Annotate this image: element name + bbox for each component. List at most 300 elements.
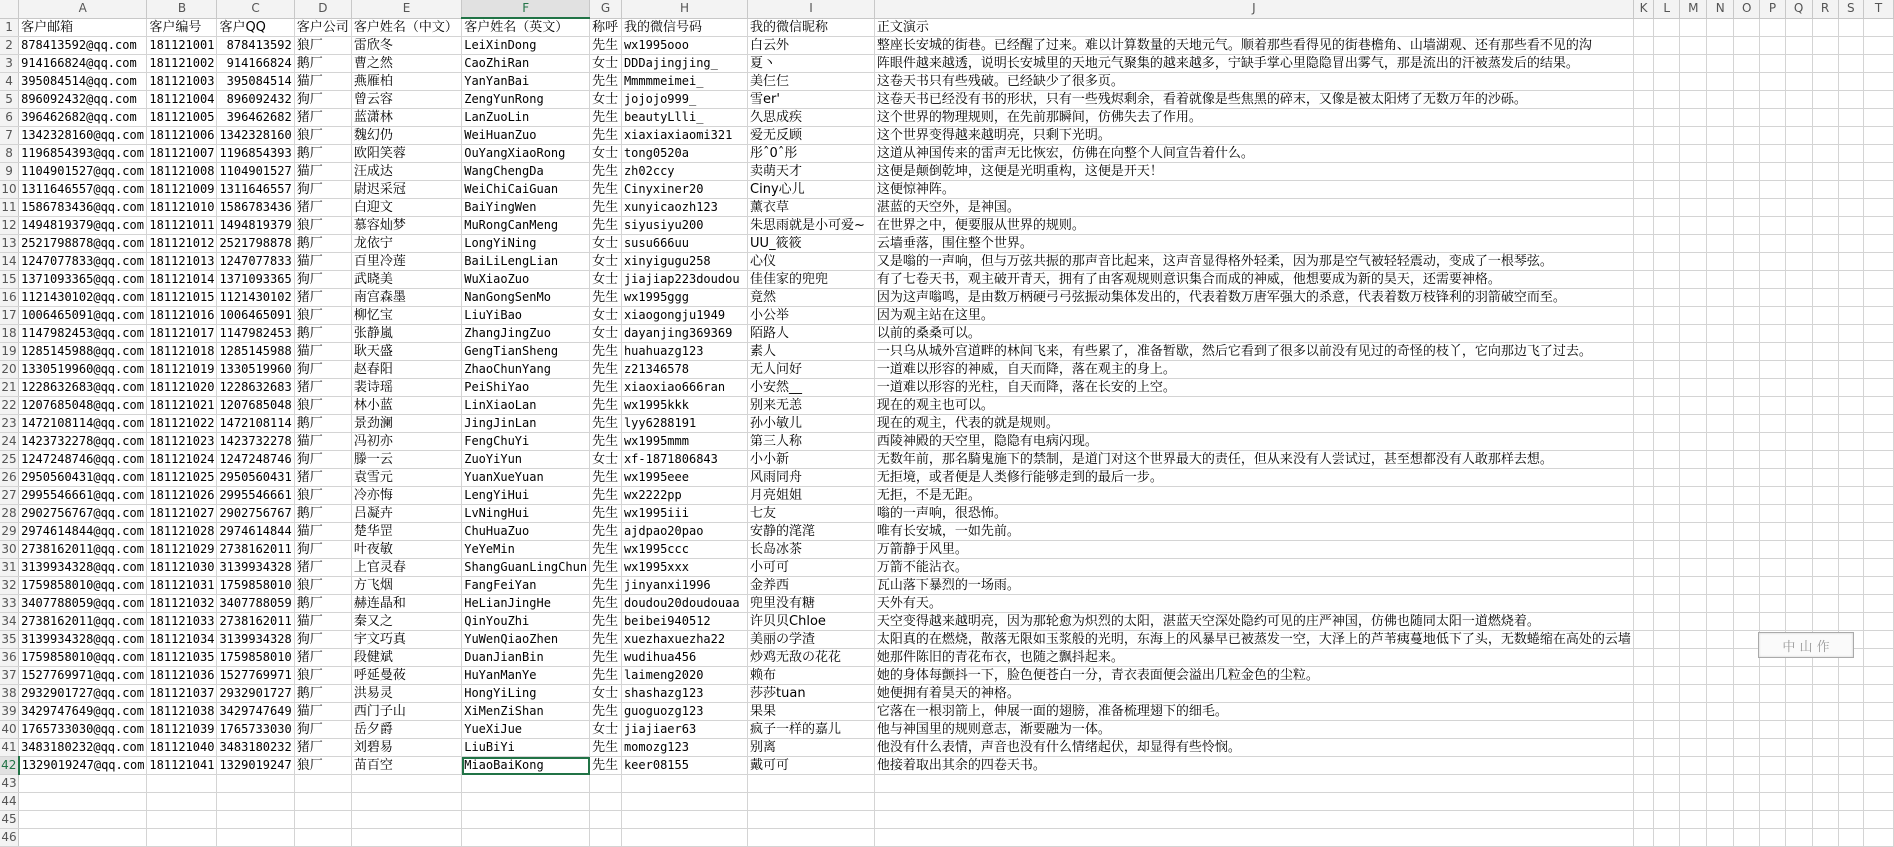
cell[interactable]: 柳忆宝 bbox=[351, 307, 461, 325]
cell[interactable]: susu666uu bbox=[621, 235, 747, 253]
cell[interactable] bbox=[1760, 145, 1785, 163]
cell[interactable]: 3139934328 bbox=[217, 559, 294, 577]
row-header[interactable]: 5 bbox=[0, 91, 19, 109]
cell[interactable] bbox=[1760, 595, 1785, 613]
cell[interactable] bbox=[1633, 595, 1653, 613]
cell[interactable] bbox=[748, 829, 875, 847]
cell[interactable]: 现在的观主也可以。 bbox=[874, 397, 1633, 415]
cell[interactable] bbox=[1707, 289, 1734, 307]
cell[interactable] bbox=[1812, 73, 1838, 91]
cell[interactable] bbox=[1785, 487, 1812, 505]
cell[interactable] bbox=[1812, 811, 1838, 829]
cell[interactable]: 第三人称 bbox=[748, 433, 875, 451]
cell[interactable] bbox=[1812, 793, 1838, 811]
cell[interactable]: 1527769971 bbox=[217, 667, 294, 685]
cell[interactable] bbox=[1654, 73, 1680, 91]
cell[interactable] bbox=[1654, 397, 1680, 415]
cell[interactable]: 燕雁柏 bbox=[351, 73, 461, 91]
cell[interactable]: 无拒境，或者便是人类修行能够走到的最后一步。 bbox=[874, 469, 1633, 487]
cell[interactable] bbox=[1733, 217, 1759, 235]
cell[interactable]: 宇文巧真 bbox=[351, 631, 461, 649]
cell[interactable] bbox=[147, 775, 217, 793]
cell[interactable] bbox=[1654, 127, 1680, 145]
cell[interactable]: wx1995xxx bbox=[621, 559, 747, 577]
cell[interactable]: jiajiap223doudou bbox=[621, 271, 747, 289]
cell[interactable]: beautyLlli_ bbox=[621, 109, 747, 127]
cell[interactable] bbox=[1654, 163, 1680, 181]
cell[interactable] bbox=[1633, 91, 1653, 109]
cell[interactable] bbox=[1760, 523, 1785, 541]
cell[interactable]: 女士 bbox=[590, 271, 622, 289]
cell[interactable]: 曹之然 bbox=[351, 55, 461, 73]
cell[interactable] bbox=[1654, 379, 1680, 397]
cell[interactable]: xiaoxiao666ran bbox=[621, 379, 747, 397]
cell[interactable] bbox=[1633, 541, 1653, 559]
cell[interactable]: XiMenZiShan bbox=[462, 703, 590, 721]
cell[interactable]: 878413592 bbox=[217, 37, 294, 55]
cell[interactable] bbox=[1680, 55, 1707, 73]
cell[interactable]: siyusiyu200 bbox=[621, 217, 747, 235]
cell[interactable] bbox=[1733, 721, 1759, 739]
header-cell[interactable]: 客户编号 bbox=[147, 18, 217, 37]
cell[interactable]: ajdpao20pao bbox=[621, 523, 747, 541]
cell[interactable]: 狗厂 bbox=[294, 631, 351, 649]
cell[interactable] bbox=[1707, 253, 1734, 271]
cell[interactable] bbox=[1654, 37, 1680, 55]
row-header[interactable]: 28 bbox=[0, 505, 19, 523]
cell[interactable] bbox=[1654, 577, 1680, 595]
cell[interactable]: 1006465091 bbox=[217, 307, 294, 325]
cell[interactable]: 1285145988@qq.com bbox=[19, 343, 147, 361]
cell[interactable] bbox=[1760, 487, 1785, 505]
cell[interactable]: 汪成达 bbox=[351, 163, 461, 181]
cell[interactable]: 1371093365@qq.com bbox=[19, 271, 147, 289]
cell[interactable]: lyy6288191 bbox=[621, 415, 747, 433]
cell[interactable] bbox=[1812, 397, 1838, 415]
cell[interactable]: wx1995kkk bbox=[621, 397, 747, 415]
cell[interactable]: 袁雪元 bbox=[351, 469, 461, 487]
cell[interactable] bbox=[1680, 199, 1707, 217]
cell[interactable]: ZhaoChunYang bbox=[462, 361, 590, 379]
cell[interactable] bbox=[1707, 739, 1734, 757]
cell[interactable] bbox=[1864, 127, 1894, 145]
cell[interactable] bbox=[1812, 181, 1838, 199]
cell[interactable] bbox=[1633, 577, 1653, 595]
cell[interactable]: 181121038 bbox=[147, 703, 217, 721]
cell[interactable] bbox=[1654, 289, 1680, 307]
cell[interactable]: 先生 bbox=[590, 613, 622, 631]
cell[interactable]: 先生 bbox=[590, 757, 622, 775]
cell[interactable]: wx1995ggg bbox=[621, 289, 747, 307]
cell[interactable] bbox=[1812, 145, 1838, 163]
cell[interactable]: wudihua456 bbox=[621, 649, 747, 667]
cell[interactable]: 他没有什么表情，声音也没有什么情绪起伏，却显得有些怜悯。 bbox=[874, 739, 1633, 757]
cell[interactable] bbox=[1812, 217, 1838, 235]
column-header-n[interactable]: N bbox=[1707, 0, 1734, 18]
cell[interactable] bbox=[1633, 109, 1653, 127]
cell[interactable] bbox=[1785, 811, 1812, 829]
cell[interactable]: 1329019247 bbox=[217, 757, 294, 775]
cell[interactable] bbox=[874, 811, 1633, 829]
header-cell[interactable] bbox=[1680, 18, 1707, 37]
cell[interactable] bbox=[1733, 793, 1759, 811]
cell[interactable]: 雪er' bbox=[748, 91, 875, 109]
cell[interactable] bbox=[1654, 649, 1680, 667]
cell[interactable] bbox=[1633, 361, 1653, 379]
cell[interactable] bbox=[1733, 397, 1759, 415]
cell[interactable]: 刘碧易 bbox=[351, 739, 461, 757]
cell[interactable]: 鹅厂 bbox=[294, 55, 351, 73]
cell[interactable]: 疯子一样的嘉儿 bbox=[748, 721, 875, 739]
cell[interactable]: 狗厂 bbox=[294, 271, 351, 289]
cell[interactable]: 1207685048 bbox=[217, 397, 294, 415]
cell[interactable] bbox=[1633, 613, 1653, 631]
cell[interactable]: FangFeiYan bbox=[462, 577, 590, 595]
cell[interactable] bbox=[1785, 109, 1812, 127]
cell[interactable]: FengChuYi bbox=[462, 433, 590, 451]
cell[interactable] bbox=[1633, 145, 1653, 163]
cell[interactable] bbox=[1838, 739, 1863, 757]
cell[interactable] bbox=[1654, 739, 1680, 757]
cell[interactable] bbox=[874, 829, 1633, 847]
cell[interactable]: 又是嗡的一声响，但与万弦共振的那声音比起来，这声音显得格外轻柔，因为那是空气被轻轻震动，变成了一根琴弦。 bbox=[874, 253, 1633, 271]
cell[interactable]: 欧阳笑蓉 bbox=[351, 145, 461, 163]
select-all-corner[interactable] bbox=[0, 0, 19, 18]
row-header[interactable]: 30 bbox=[0, 541, 19, 559]
cell[interactable]: 181121039 bbox=[147, 721, 217, 739]
cell[interactable] bbox=[1864, 523, 1894, 541]
cell[interactable]: MuRongCanMeng bbox=[462, 217, 590, 235]
cell[interactable] bbox=[1838, 91, 1863, 109]
cell[interactable]: wx1995eee bbox=[621, 469, 747, 487]
cell[interactable]: 1247077833 bbox=[217, 253, 294, 271]
cell[interactable] bbox=[1633, 55, 1653, 73]
header-cell[interactable] bbox=[1654, 18, 1680, 37]
cell[interactable]: 段健斌 bbox=[351, 649, 461, 667]
cell[interactable] bbox=[1864, 703, 1894, 721]
cell[interactable] bbox=[1707, 793, 1734, 811]
cell[interactable]: LongYiNing bbox=[462, 235, 590, 253]
cell[interactable]: 先生 bbox=[590, 433, 622, 451]
cell[interactable]: LeiXinDong bbox=[462, 37, 590, 55]
cell[interactable]: 181121012 bbox=[147, 235, 217, 253]
row-header[interactable]: 27 bbox=[0, 487, 19, 505]
cell[interactable] bbox=[1633, 775, 1653, 793]
cell[interactable]: 狗厂 bbox=[294, 91, 351, 109]
cell[interactable]: 先生 bbox=[590, 487, 622, 505]
cell[interactable] bbox=[1838, 397, 1863, 415]
cell[interactable]: 南宫森墨 bbox=[351, 289, 461, 307]
cell[interactable]: 1247248746 bbox=[217, 451, 294, 469]
cell[interactable]: 上官灵春 bbox=[351, 559, 461, 577]
cell[interactable]: 果果 bbox=[748, 703, 875, 721]
cell[interactable] bbox=[1707, 469, 1734, 487]
cell[interactable]: 他接着取出其余的四卷天书。 bbox=[874, 757, 1633, 775]
cell[interactable] bbox=[1838, 289, 1863, 307]
cell[interactable]: 3407788059@qq.com bbox=[19, 595, 147, 613]
cell[interactable] bbox=[351, 793, 461, 811]
cell[interactable] bbox=[1812, 55, 1838, 73]
cell[interactable] bbox=[1838, 181, 1863, 199]
cell[interactable] bbox=[1864, 145, 1894, 163]
cell[interactable] bbox=[1633, 739, 1653, 757]
cell[interactable] bbox=[1633, 289, 1653, 307]
cell[interactable] bbox=[1733, 685, 1759, 703]
cell[interactable] bbox=[1654, 541, 1680, 559]
cell[interactable] bbox=[1838, 667, 1863, 685]
cell[interactable] bbox=[1654, 523, 1680, 541]
cell[interactable]: 鹅厂 bbox=[294, 415, 351, 433]
cell[interactable] bbox=[1733, 343, 1759, 361]
cell[interactable] bbox=[1707, 73, 1734, 91]
cell[interactable] bbox=[1812, 379, 1838, 397]
row-header[interactable]: 19 bbox=[0, 343, 19, 361]
cell[interactable]: 狼厂 bbox=[294, 487, 351, 505]
cell[interactable] bbox=[1812, 577, 1838, 595]
cell[interactable]: wx1995ccc bbox=[621, 541, 747, 559]
cell[interactable]: 2738162011@qq.com bbox=[19, 541, 147, 559]
cell[interactable] bbox=[294, 811, 351, 829]
cell[interactable] bbox=[1733, 739, 1759, 757]
cell[interactable]: Ciny心儿 bbox=[748, 181, 875, 199]
cell[interactable]: 女士 bbox=[590, 235, 622, 253]
cell[interactable] bbox=[1733, 73, 1759, 91]
cell[interactable]: 美丽の学渣 bbox=[748, 631, 875, 649]
cell[interactable] bbox=[1838, 523, 1863, 541]
cell[interactable] bbox=[1733, 235, 1759, 253]
cell[interactable]: jiajiaer63 bbox=[621, 721, 747, 739]
cell[interactable] bbox=[1707, 667, 1734, 685]
cell[interactable] bbox=[1785, 55, 1812, 73]
cell[interactable] bbox=[1838, 343, 1863, 361]
header-cell[interactable] bbox=[1838, 18, 1863, 37]
cell[interactable]: 狼厂 bbox=[294, 577, 351, 595]
cell[interactable] bbox=[1864, 757, 1894, 775]
cell[interactable] bbox=[1707, 631, 1734, 649]
cell[interactable]: 瓦山落下暴烈的一场雨。 bbox=[874, 577, 1633, 595]
cell[interactable]: 1121430102@qq.com bbox=[19, 289, 147, 307]
cell[interactable]: 1104901527@qq.com bbox=[19, 163, 147, 181]
cell[interactable] bbox=[1654, 721, 1680, 739]
cell[interactable]: 秦又之 bbox=[351, 613, 461, 631]
cell[interactable]: 这卷天书只有些残破。已经缺少了很多页。 bbox=[874, 73, 1633, 91]
cell[interactable]: 猫厂 bbox=[294, 523, 351, 541]
cell[interactable]: 她的身体每颤抖一下，脸色便苍白一分，青衣表面便会溢出几粒金色的尘粒。 bbox=[874, 667, 1633, 685]
cell[interactable]: GengTianSheng bbox=[462, 343, 590, 361]
cell[interactable]: 先生 bbox=[590, 739, 622, 757]
cell[interactable] bbox=[1707, 685, 1734, 703]
cell[interactable]: 戴可可 bbox=[748, 757, 875, 775]
cell[interactable]: 女士 bbox=[590, 253, 622, 271]
cell[interactable]: 181121035 bbox=[147, 649, 217, 667]
row-header[interactable]: 38 bbox=[0, 685, 19, 703]
cell[interactable] bbox=[1812, 595, 1838, 613]
cell[interactable] bbox=[1654, 667, 1680, 685]
cell[interactable]: 鹅厂 bbox=[294, 145, 351, 163]
cell[interactable]: xf-1871806843 bbox=[621, 451, 747, 469]
cell[interactable] bbox=[1864, 361, 1894, 379]
cell[interactable]: 百里冷莲 bbox=[351, 253, 461, 271]
row-header[interactable]: 18 bbox=[0, 325, 19, 343]
cell[interactable] bbox=[1654, 613, 1680, 631]
cell[interactable] bbox=[1680, 541, 1707, 559]
cell[interactable] bbox=[1733, 541, 1759, 559]
cell[interactable]: 鹅厂 bbox=[294, 235, 351, 253]
cell[interactable] bbox=[1680, 559, 1707, 577]
column-header-i[interactable]: I bbox=[748, 0, 875, 18]
row-header[interactable]: 32 bbox=[0, 577, 19, 595]
cell[interactable]: 181121015 bbox=[147, 289, 217, 307]
cell[interactable]: 1196854393 bbox=[217, 145, 294, 163]
cell[interactable] bbox=[1760, 397, 1785, 415]
column-header-c[interactable]: C bbox=[217, 0, 294, 18]
cell[interactable] bbox=[1785, 343, 1812, 361]
cell[interactable]: 长岛冰茶 bbox=[748, 541, 875, 559]
cell[interactable] bbox=[1654, 829, 1680, 847]
column-header-g[interactable]: G bbox=[590, 0, 622, 18]
header-cell[interactable]: 称呼 bbox=[590, 18, 622, 37]
cell[interactable]: 尉迟采冠 bbox=[351, 181, 461, 199]
cell[interactable]: 181121026 bbox=[147, 487, 217, 505]
cell[interactable] bbox=[1733, 163, 1759, 181]
cell[interactable] bbox=[1733, 667, 1759, 685]
cell[interactable]: 女士 bbox=[590, 55, 622, 73]
cell[interactable] bbox=[1838, 253, 1863, 271]
cell[interactable] bbox=[1864, 541, 1894, 559]
cell[interactable] bbox=[1812, 703, 1838, 721]
header-cell[interactable] bbox=[1760, 18, 1785, 37]
cell[interactable] bbox=[351, 775, 461, 793]
cell[interactable]: 先生 bbox=[590, 469, 622, 487]
cell[interactable] bbox=[1864, 271, 1894, 289]
cell[interactable]: 魏幻仍 bbox=[351, 127, 461, 145]
cell[interactable] bbox=[1633, 523, 1653, 541]
cell[interactable] bbox=[1812, 757, 1838, 775]
cell[interactable]: 彤ˆ0ˆ彤 bbox=[748, 145, 875, 163]
cell[interactable] bbox=[1864, 415, 1894, 433]
cell[interactable] bbox=[1680, 91, 1707, 109]
cell[interactable]: 孙小敏儿 bbox=[748, 415, 875, 433]
cell[interactable] bbox=[1733, 451, 1759, 469]
cell[interactable] bbox=[1812, 685, 1838, 703]
cell[interactable] bbox=[1760, 721, 1785, 739]
cell[interactable] bbox=[1633, 469, 1653, 487]
cell[interactable]: 2974614844@qq.com bbox=[19, 523, 147, 541]
cell[interactable] bbox=[1785, 757, 1812, 775]
cell[interactable]: 3139934328@qq.com bbox=[19, 559, 147, 577]
cell[interactable] bbox=[1733, 289, 1759, 307]
cell[interactable] bbox=[19, 811, 147, 829]
cell[interactable]: 狗厂 bbox=[294, 361, 351, 379]
cell[interactable]: 猫厂 bbox=[294, 433, 351, 451]
cell[interactable] bbox=[1760, 325, 1785, 343]
cell[interactable]: 181121030 bbox=[147, 559, 217, 577]
cell[interactable] bbox=[1654, 757, 1680, 775]
row-header[interactable]: 40 bbox=[0, 721, 19, 739]
cell[interactable]: zh02ccy bbox=[621, 163, 747, 181]
cell[interactable] bbox=[1864, 109, 1894, 127]
cell[interactable]: ZengYunRong bbox=[462, 91, 590, 109]
cell[interactable] bbox=[1864, 37, 1894, 55]
header-cell[interactable]: 客户公司 bbox=[294, 18, 351, 37]
cell[interactable] bbox=[1785, 145, 1812, 163]
cell[interactable] bbox=[1733, 523, 1759, 541]
cell[interactable] bbox=[1680, 631, 1707, 649]
cell[interactable]: 蓝潇林 bbox=[351, 109, 461, 127]
cell[interactable]: 181121022 bbox=[147, 415, 217, 433]
cell[interactable]: 181121006 bbox=[147, 127, 217, 145]
cell[interactable]: 猪厂 bbox=[294, 199, 351, 217]
cell[interactable]: 冷亦悔 bbox=[351, 487, 461, 505]
cell[interactable] bbox=[1785, 451, 1812, 469]
cell[interactable]: 181121024 bbox=[147, 451, 217, 469]
cell[interactable] bbox=[1760, 271, 1785, 289]
cell[interactable] bbox=[1633, 199, 1653, 217]
cell[interactable] bbox=[1680, 469, 1707, 487]
cell[interactable]: 龙依宁 bbox=[351, 235, 461, 253]
cell[interactable] bbox=[590, 829, 622, 847]
cell[interactable] bbox=[1838, 793, 1863, 811]
cell[interactable]: 冯初亦 bbox=[351, 433, 461, 451]
cell[interactable] bbox=[1654, 181, 1680, 199]
cell[interactable]: 1494819379 bbox=[217, 217, 294, 235]
row-header[interactable]: 36 bbox=[0, 649, 19, 667]
cell[interactable] bbox=[1785, 469, 1812, 487]
cell[interactable]: YuanXueYuan bbox=[462, 469, 590, 487]
cell[interactable] bbox=[1785, 667, 1812, 685]
cell[interactable]: 181121028 bbox=[147, 523, 217, 541]
cell[interactable] bbox=[1733, 649, 1759, 667]
cell[interactable] bbox=[1633, 307, 1653, 325]
cell[interactable] bbox=[1633, 721, 1653, 739]
header-cell[interactable] bbox=[1812, 18, 1838, 37]
cell[interactable] bbox=[1654, 217, 1680, 235]
cell[interactable]: 狼厂 bbox=[294, 307, 351, 325]
cell[interactable]: 猪厂 bbox=[294, 469, 351, 487]
cell[interactable]: 2902756767@qq.com bbox=[19, 505, 147, 523]
cell[interactable] bbox=[1633, 415, 1653, 433]
cell[interactable]: WeiChiCaiGuan bbox=[462, 181, 590, 199]
cell[interactable]: wx1995mmm bbox=[621, 433, 747, 451]
cell[interactable] bbox=[1654, 775, 1680, 793]
cell[interactable]: 181121033 bbox=[147, 613, 217, 631]
cell[interactable] bbox=[1760, 811, 1785, 829]
cell[interactable] bbox=[1812, 271, 1838, 289]
cell[interactable] bbox=[1760, 469, 1785, 487]
cell[interactable]: 爱无反顾 bbox=[748, 127, 875, 145]
cell[interactable] bbox=[1680, 253, 1707, 271]
cell[interactable]: 181121041 bbox=[147, 757, 217, 775]
cell[interactable] bbox=[1864, 739, 1894, 757]
row-header[interactable]: 12 bbox=[0, 217, 19, 235]
cell[interactable]: xuezhaxuezha22 bbox=[621, 631, 747, 649]
cell[interactable]: 1765733030 bbox=[217, 721, 294, 739]
cell[interactable] bbox=[1733, 469, 1759, 487]
cell[interactable]: 鹅厂 bbox=[294, 595, 351, 613]
row-header[interactable]: 37 bbox=[0, 667, 19, 685]
header-cell[interactable] bbox=[1864, 18, 1894, 37]
cell[interactable] bbox=[1785, 577, 1812, 595]
cell[interactable] bbox=[1733, 55, 1759, 73]
cell[interactable] bbox=[1838, 361, 1863, 379]
cell[interactable] bbox=[1812, 667, 1838, 685]
cell[interactable]: 女士 bbox=[590, 91, 622, 109]
cell[interactable]: DDDajingjing_ bbox=[621, 55, 747, 73]
cell[interactable] bbox=[1864, 577, 1894, 595]
cell[interactable]: 狼厂 bbox=[294, 37, 351, 55]
cell[interactable]: 914166824 bbox=[217, 55, 294, 73]
cell[interactable] bbox=[1707, 325, 1734, 343]
